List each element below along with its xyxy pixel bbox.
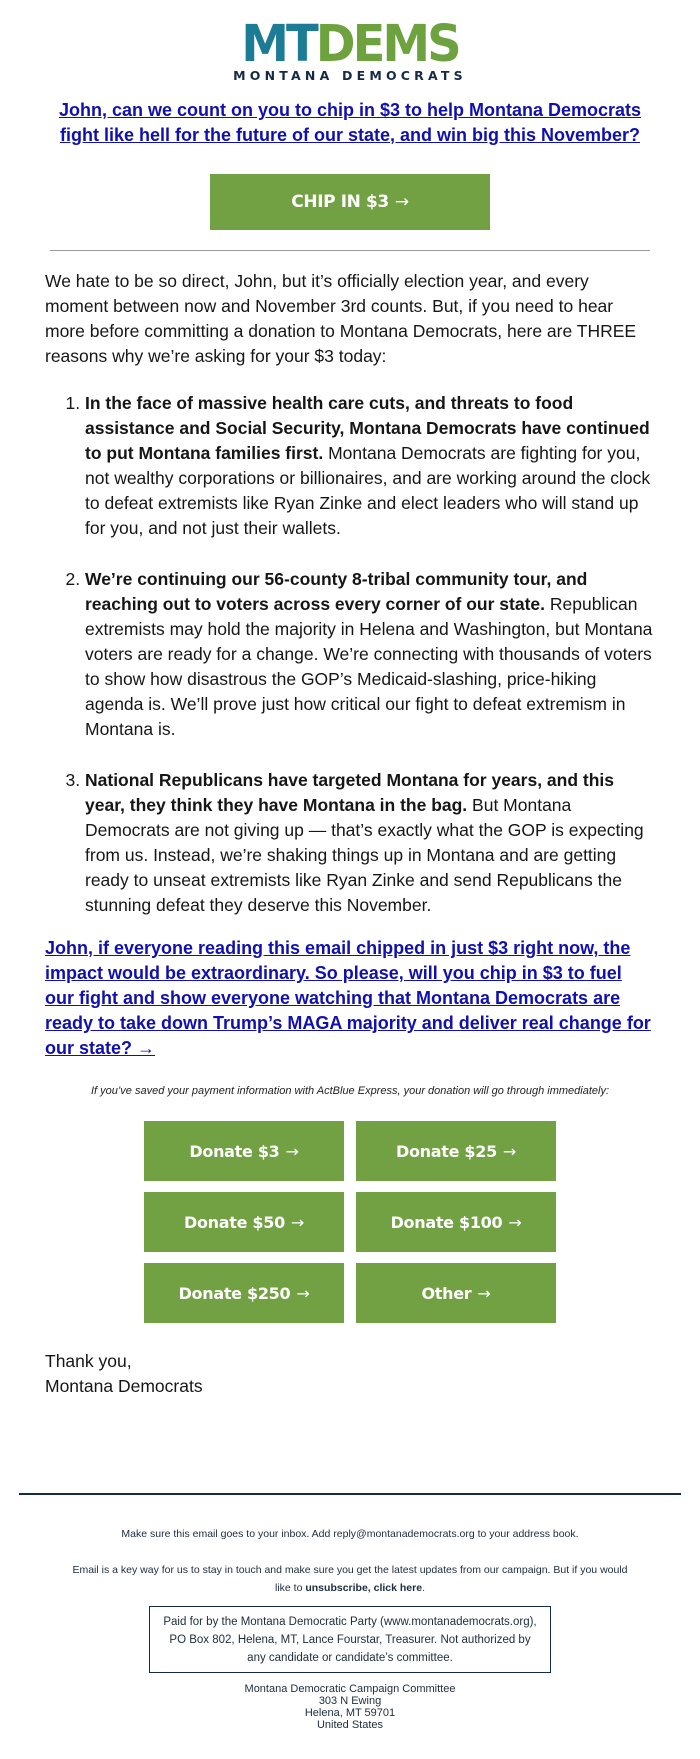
ask-donate-link[interactable]: John, if everyone reading this email chipped in just $3 right now, the impact would be extraordinary. So please, will you chip in $3 to fuel our fight and show everyone watching that Montana Democrats are ready to take down Trump’s MAGA majority and deliver real change for our state? →	[45, 938, 651, 1058]
logo-wordmark: MTDEMS	[241, 14, 459, 74]
donate-buttons-grid	[144, 1121, 556, 1323]
stay-in-touch-note: Email is a key way for us to stay in touch and make sure you get the latest updates from our campaign. But if you would like to unsubscribe, click here.	[72, 1564, 628, 1594]
logo-subtitle: MONTANA DEMOCRATS	[233, 68, 467, 83]
signoff	[45, 1349, 655, 1399]
chip-in-button[interactable]	[210, 174, 490, 230]
address-street: 303 N Ewing	[318, 1695, 382, 1707]
reason-item	[85, 391, 655, 541]
intro-paragraph: We hate to be so direct, John, but it’s officially election year, and every moment between now and November 3rd counts. But, if you need to hear more before committing a donation to Montana Democrats, here are THREE reasons why we’re asking for your $3 today:	[45, 271, 637, 366]
address-city: Helena, MT 59701	[304, 1707, 396, 1719]
headline-donate-link[interactable]: John, can we count on you to chip in $3 to help Montana Democrats fight like hell for the future of our state, and win big this November?	[58, 100, 642, 145]
footer	[0, 1525, 700, 1743]
arrow-right-icon: →	[394, 192, 409, 212]
signoff-sender: Montana Democrats	[45, 1376, 203, 1396]
donate-50-button[interactable]: Donate $50 →	[144, 1192, 344, 1252]
reason-text: Montana Democrats are fighting for you, not wealthy corporations or billionaires, and are working around the clock to defeat extremists like Ryan Zinke and elect leaders who will stand up for you, and not just their wallets.	[85, 443, 651, 538]
reason-item	[85, 567, 655, 742]
arrow-right-icon: →	[285, 1141, 299, 1161]
donate-25-button[interactable]: Donate $25 →	[356, 1121, 556, 1181]
reason-headline: In the face of massive health care cuts, and threats to food assistance and Social Security, Montana Democrats have continued to put Montana families first.	[85, 393, 650, 463]
unsubscribe-link[interactable]: unsubscribe, click here	[305, 1582, 423, 1594]
reason-headline: National Republicans have targeted Montana for years, and this year, they think they have Montana in the bag.	[85, 770, 615, 815]
arrow-right-icon: →	[502, 1141, 517, 1161]
donate-250-button[interactable]: Donate $250 →	[144, 1263, 344, 1323]
arrow-right-icon: →	[290, 1212, 305, 1232]
chip-in-label: CHIP IN $3	[291, 192, 389, 212]
arrow-right-icon: →	[477, 1283, 491, 1303]
donate-100-button[interactable]: Donate $100 →	[356, 1192, 556, 1252]
mailing-address	[0, 1683, 700, 1743]
reason-text: But Montana Democrats are not giving up — that’s exactly what the GOP is expecting from us. Instead, we’re shaking things up in Montana and are getting ready to unseat extremists like Ryan Zinke and send Republicans the stunning defeat they deserve this November.	[85, 795, 644, 915]
signoff-block	[45, 1349, 655, 1399]
inbox-note: Make sure this email goes to your inbox. Add reply@montanademocrats.org to your address book.	[121, 1528, 579, 1540]
message-content	[45, 269, 655, 1061]
actblue-express-note: If you’ve saved your payment information with ActBlue Express, your donation will go through immediately:	[90, 1085, 610, 1097]
paid-for-disclaimer: Paid for by the Montana Democratic Party (www.montanademocrats.org), PO Box 802, Helena, MT, Lance Fourstar, Treasurer. Not authorized by any candidate or candidate’s committee.	[149, 1606, 551, 1673]
donate-3-button[interactable]: Donate $3 →	[144, 1121, 344, 1181]
footer-divider	[19, 1493, 681, 1495]
reason-text: Republican extremists may hold the majority in Helena and Washington, but Montana voters are ready for a change. We’re connecting with thousands of voters to show how disastrous the GOP’s Medicaid-slashing, price-hiking agenda is. We’ll prove just how critical our fight to defeat extremism in Montana is.	[85, 594, 653, 739]
reason-headline: We’re continuing our 56-county 8-tribal community tour, and reaching out to voters across every corner of our state.	[85, 569, 588, 614]
mt-dems-logo[interactable]	[220, 0, 480, 82]
arrow-right-icon: →	[296, 1283, 310, 1303]
signoff-greeting: Thank you,	[45, 1351, 132, 1371]
address-org: Montana Democratic Campaign Committee	[244, 1683, 456, 1695]
reasons-list	[45, 391, 655, 918]
reason-item	[85, 768, 655, 918]
section-divider	[50, 250, 650, 251]
donate-other-button[interactable]: Other →	[356, 1263, 556, 1323]
address-country: United States	[316, 1719, 384, 1731]
arrow-right-icon: →	[508, 1212, 522, 1232]
